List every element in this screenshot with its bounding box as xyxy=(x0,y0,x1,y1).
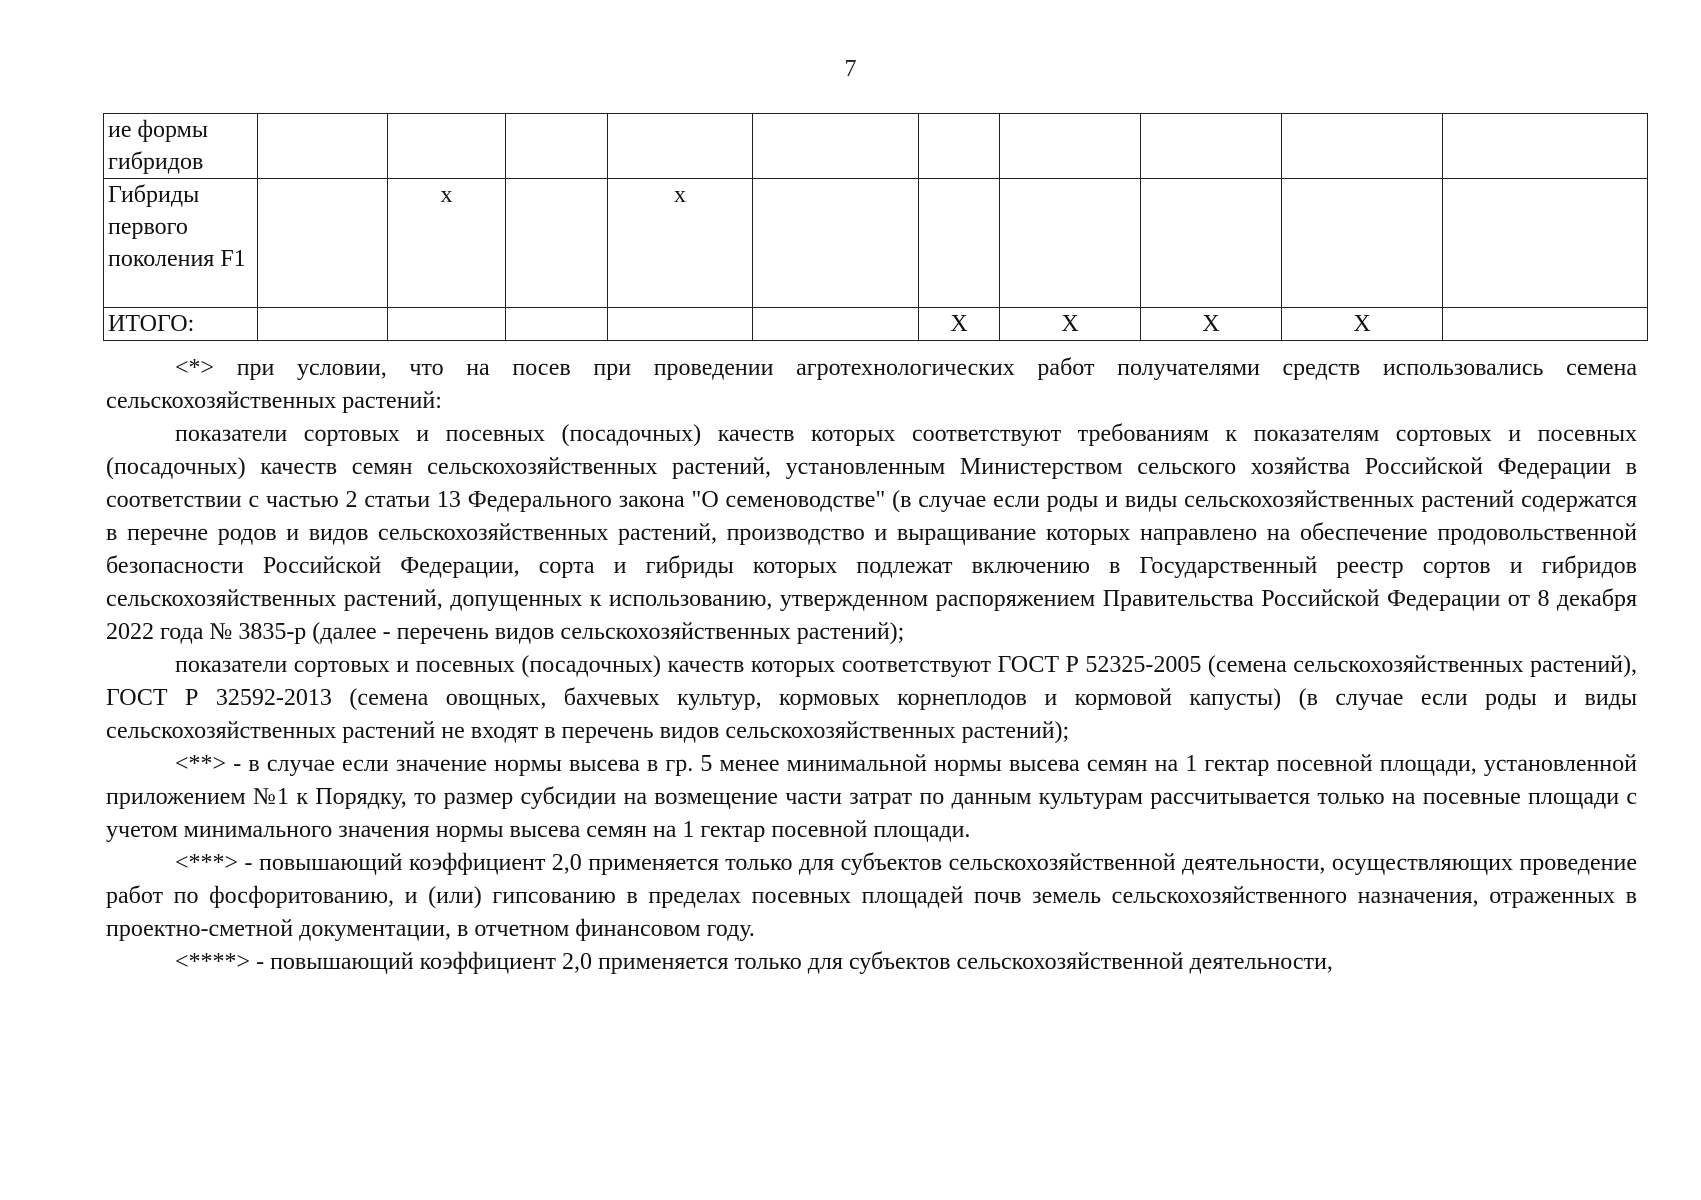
table-cell xyxy=(258,114,388,179)
table-cell xyxy=(258,179,388,308)
table-cell-mark: Х xyxy=(1000,308,1141,341)
table-cell xyxy=(506,308,608,341)
table-cell xyxy=(753,308,919,341)
table-cell xyxy=(753,179,919,308)
table-cell-mark: х xyxy=(608,179,753,308)
table-cell xyxy=(506,179,608,308)
footnote-paragraph: <*> при условии, что на посев при проведении агротехнологических работ получателями средств использовались семена сельскохозяйственных растений: xyxy=(106,355,1637,414)
footnote-paragraph: <***> - повышающий коэффициент 2,0 применяется только для субъектов сельскохозяйственной деятельности, осуществляющих проведение работ по фосфоритованию, и (или) гипсованию в пределах посевных площадей почв земель сельскохозяйственного назначения, отраженных в проектно-сметной документации, в отчетном финансовом году. xyxy=(106,850,1637,942)
table-cell xyxy=(608,308,753,341)
table-cell xyxy=(1000,179,1141,308)
table-cell xyxy=(1000,114,1141,179)
table-row xyxy=(104,179,1648,308)
table-cell xyxy=(919,114,1000,179)
table-cell-mark: Х xyxy=(1141,308,1282,341)
table-row-total xyxy=(104,308,1648,341)
table-cell xyxy=(506,114,608,179)
page-number: 7 xyxy=(844,56,857,82)
table-cell xyxy=(1282,114,1443,179)
table-row xyxy=(104,114,1648,179)
footnote-paragraph: <****> - повышающий коэффициент 2,0 применяется только для субъектов сельскохозяйственной деятельности, xyxy=(175,949,1333,975)
table-cell xyxy=(388,114,506,179)
table-cell xyxy=(1443,114,1648,179)
table-cell-mark: Х xyxy=(919,308,1000,341)
table-cell-mark: Х xyxy=(1282,308,1443,341)
footnote-paragraph: показатели сортовых и посевных (посадочных) качеств которых соответствуют ГОСТ Р 52325-2005 (семена сельскохозяйственных растений), ГОСТ Р 32592-2013 (семена овощных, бахчевых культур, кормовых корнеплодов и кормовой капусты) (в случае если роды и виды сельскохозяйственных растений не входят в перечень видов сельскохозяйственных растений); xyxy=(106,652,1637,744)
table-cell xyxy=(1141,179,1282,308)
table-cell xyxy=(608,114,753,179)
table-cell xyxy=(1141,114,1282,179)
footnotes xyxy=(106,352,1637,979)
data-table xyxy=(103,113,1648,341)
table-cell xyxy=(919,179,1000,308)
footnote-paragraph: <**> - в случае если значение нормы высева в гр. 5 менее минимальной нормы высева семян на 1 гектар посевной площади, установленной приложением №1 к Порядку, то размер субсидии на возмещение части затрат по данным культурам рассчитывается только на посевные площади с учетом минимального значения нормы высева семян на 1 гектар посевной площади. xyxy=(106,751,1637,843)
table-cell-mark: х xyxy=(388,179,506,308)
table-cell xyxy=(258,308,388,341)
table-cell xyxy=(1443,179,1648,308)
table-cell xyxy=(753,114,919,179)
table-cell xyxy=(388,308,506,341)
table-cell-label: ИТОГО: xyxy=(104,308,258,341)
table-cell-label: ие формы гибридов xyxy=(104,114,258,179)
table-cell xyxy=(1443,308,1648,341)
footnote-paragraph: показатели сортовых и посевных (посадочных) качеств которых соответствуют требованиям к показателям сортовых и посевных (посадочных) качеств семян сельскохозяйственных растений, установленным Министерством сельского хозяйства Российской Федерации в соответствии с частью 2 статьи 13 Федерального закона "О семеноводстве" (в случае если роды и виды сельскохозяйственных растений содержатся в перечне родов и видов сельскохозяйственных растений, производство и выращивание которых направлено на обеспечение продовольственной безопасности Российской Федерации, сорта и гибриды которых подлежат включению в Государственный реестр сортов и гибридов сельскохозяйственных растений, допущенных к использованию, утвержденном распоряжением Правительства Российской Федерации от 8 декабря 2022 года № 3835-р (далее - перечень видов сельскохозяйственных растений); xyxy=(106,421,1637,645)
table-cell xyxy=(1282,179,1443,308)
table-cell-label: Гибриды первого поколения F1 xyxy=(104,179,258,308)
